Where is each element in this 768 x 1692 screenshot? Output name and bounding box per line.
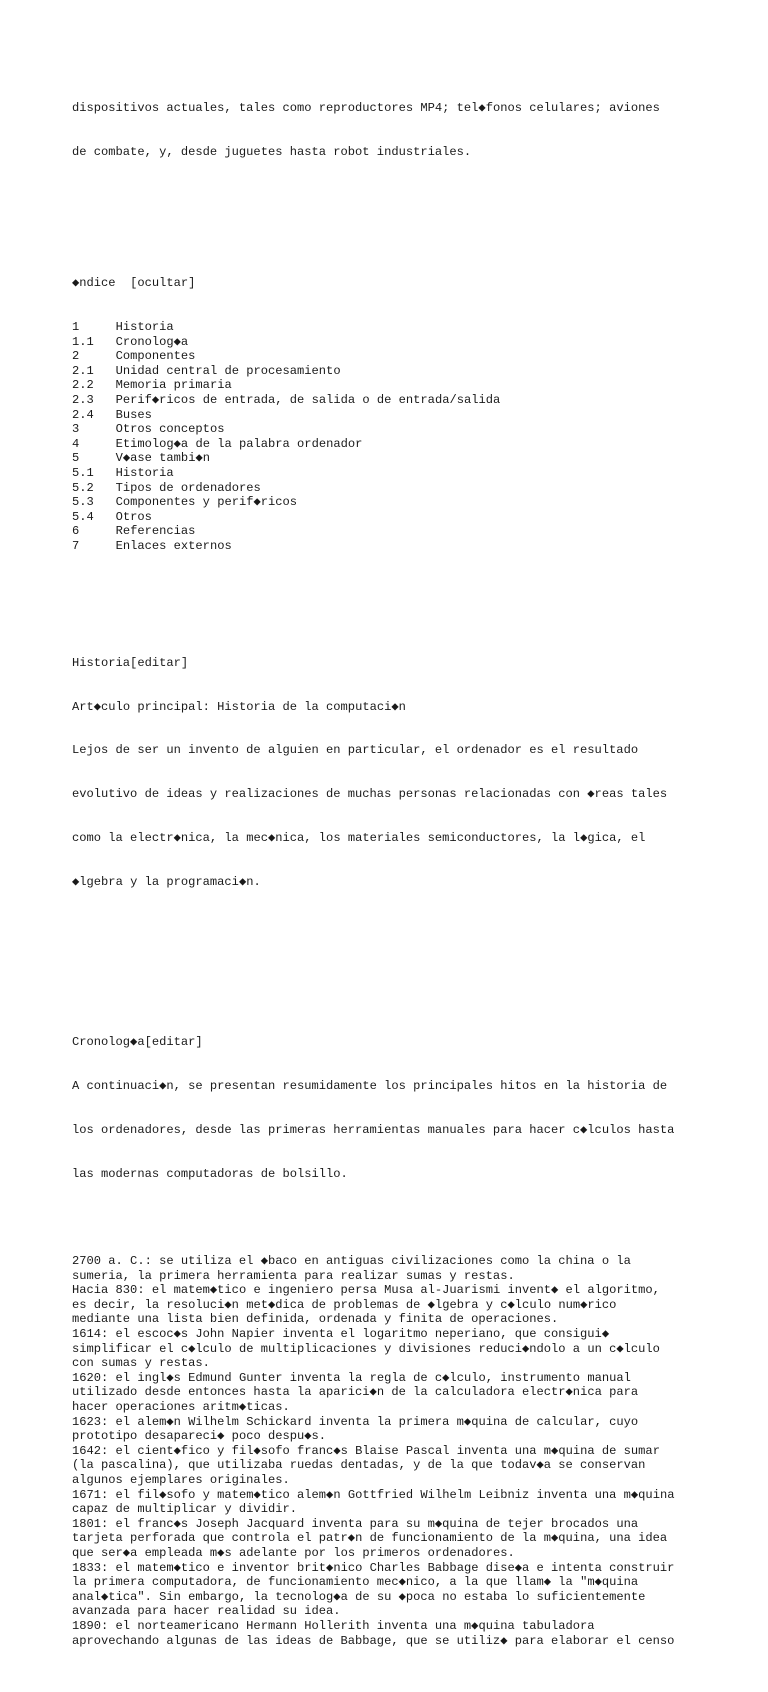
chronology-line: avanzada para hacer realidad su idea.: [72, 1604, 341, 1619]
toc-item[interactable]: [72, 510, 732, 525]
chronology-line: utilizado desde entonces hasta la aparici◆n de la calculadora electr◆nica para: [72, 1385, 639, 1400]
chronology-line: 1623: el alem◆n Wilhelm Schickard inventa la primera m◆quina de calcular, cuyo: [72, 1414, 639, 1429]
toc-item-number: 5.2: [72, 480, 94, 495]
paragraph-line: los ordenadores, desde las primeras herramientas manuales para hacer c◆lculos hasta: [72, 1122, 675, 1137]
toc-item[interactable]: [72, 437, 732, 452]
toc-item-number: 5.3: [72, 495, 94, 510]
toc-item-label[interactable]: Componentes: [115, 349, 196, 364]
toc-item-label[interactable]: Componentes y perif◆ricos: [115, 495, 298, 510]
toc-item[interactable]: [72, 481, 732, 496]
toc-item[interactable]: [72, 495, 732, 510]
toc-item[interactable]: [72, 422, 732, 437]
toc-item-label[interactable]: Otros conceptos: [115, 422, 225, 437]
toc-item-label[interactable]: Tipos de ordenadores: [115, 480, 261, 495]
chronology-line: algunos ejemplares originales.: [72, 1473, 290, 1487]
toc-item-label[interactable]: Enlaces externos: [115, 539, 232, 553]
toc-item-label[interactable]: Buses: [115, 407, 152, 422]
chronology-line: es decir, la resoluci◆n met◆dica de problemas de ◆lgebra y c◆lculo num◆rico: [72, 1297, 617, 1312]
blank-line: [72, 189, 732, 204]
chronology-line: simplificar el c◆lculo de multiplicaciones y divisiones reduci◆ndolo a un c◆lculo: [72, 1341, 660, 1356]
chronology-line: 1642: el cient◆fico y fil◆sofo franc◆s Blaise Pascal inventa una m◆quina de sumar: [72, 1443, 660, 1458]
toc-item-number: 2.4: [72, 407, 94, 422]
toc-item[interactable]: [72, 320, 732, 335]
toc-header: ◆ndice [ocultar]: [72, 276, 196, 291]
toc-item[interactable]: [72, 393, 732, 408]
chronology-line: capaz de multiplicar y dividir.: [72, 1502, 297, 1517]
toc-item-number: 5.4: [72, 509, 94, 524]
chronology-line: hacer operaciones aritm◆ticas.: [72, 1400, 290, 1415]
chronology-line: anal◆tica". Sin embargo, la tecnolog◆a de su ◆poca no estaba lo suficientemente: [72, 1589, 646, 1604]
blank-line: [72, 948, 732, 963]
chronology-line: (la pascalina), que utilizaba ruedas dentadas, y de la que todav◆a se conservan: [72, 1458, 646, 1473]
toc-item-label[interactable]: Unidad central de procesamiento: [115, 363, 341, 378]
toc-item-label[interactable]: Perif◆ricos de entrada, de salida o de entrada/salida: [115, 393, 501, 408]
toc-item-label[interactable]: Historia: [115, 320, 174, 335]
toc-item-label[interactable]: Referencias: [115, 524, 196, 539]
intro-line: de combate, y, desde juguetes hasta robot industriales.: [72, 144, 472, 159]
paragraph-line: A continuaci◆n, se presentan resumidamente los principales hitos en la historia de: [72, 1078, 668, 1093]
chronology-line: aprovechando algunas de las ideas de Babbage, que se utiliz◆ para elaborar el censo: [72, 1633, 675, 1648]
paragraph-line: ◆lgebra y la programaci◆n.: [72, 874, 261, 889]
cronologia-heading: Cronolog◆a[editar]: [72, 1035, 203, 1050]
toc-item-number: 2.1: [72, 363, 94, 378]
table-of-contents: [72, 247, 732, 583]
intro-line: dispositivos actuales, tales como reproductores MP4; tel◆fonos celulares; aviones: [72, 101, 660, 116]
toc-item[interactable]: [72, 335, 732, 350]
chronology-line: sumeria, la primera herramienta para realizar sumas y restas.: [72, 1268, 515, 1283]
chronology-line: 1890: el norteamericano Hermann Hollerith inventa una m◆quina tabuladora: [72, 1618, 595, 1633]
toc-item-number: 2.2: [72, 378, 94, 393]
toc-item-label[interactable]: Etimolog◆a de la palabra ordenador: [115, 436, 363, 451]
chronology-line: con sumas y restas.: [72, 1356, 210, 1371]
chronology-line: que ser◆a empleada m◆s adelante por los primeros ordenadores.: [72, 1545, 515, 1560]
toc-item[interactable]: [72, 378, 732, 393]
toc-item-number: 5.1: [72, 466, 94, 481]
chronology-list: [72, 1254, 732, 1648]
chronology-line: tarjeta perforada que controla el patr◆n de funcionamiento de la m◆quina, una idea: [72, 1531, 668, 1546]
chronology-line: 2700 a. C.: se utiliza el ◆baco en antiguas civilizaciones como la china o la: [72, 1254, 631, 1269]
toc-item-number: 2.3: [72, 393, 94, 408]
toc-item-number: 1.1: [72, 334, 94, 349]
chronology-line: Hacia 830: el matem◆tico e ingeniero persa Musa al-Juarismi invent◆ el algoritmo,: [72, 1283, 660, 1298]
historia-heading: Historia[editar]: [72, 655, 189, 670]
chronology-line: 1833: el matem◆tico e inventor brit◆nico Charles Babbage dise◆a e intenta construir: [72, 1560, 675, 1575]
toc-item-label[interactable]: Memoria primaria: [115, 378, 232, 393]
toc-item-number: 5: [72, 451, 80, 466]
toc-item[interactable]: [72, 524, 732, 539]
chronology-line: la primera computadora, de funcionamiento mec◆nico, a la que llam◆ la "m◆quina: [72, 1575, 639, 1590]
paragraph-line: como la electr◆nica, la mec◆nica, los materiales semiconductores, la l◆gica, el: [72, 830, 646, 845]
chronology-line: mediante una lista bien definida, ordenada y finita de operaciones.: [72, 1312, 559, 1327]
toc-item[interactable]: [72, 466, 732, 481]
toc-item-label[interactable]: Cronolog◆a: [115, 334, 189, 349]
historia-section: [72, 627, 732, 919]
toc-list: [72, 320, 732, 554]
toc-item-number: 2: [72, 349, 80, 364]
toc-item[interactable]: [72, 451, 732, 466]
chronology-line: 1620: el ingl◆s Edmund Gunter inventa la regla de c◆lculo, instrumento manual: [72, 1370, 631, 1385]
toc-item-label[interactable]: Historia: [115, 466, 174, 481]
chronology-line: 1614: el escoc◆s John Napier inventa el logaritmo neperiano, que consigui◆: [72, 1327, 610, 1342]
paragraph-line: las modernas computadoras de bolsillo.: [72, 1166, 348, 1181]
toc-item-number: 3: [72, 422, 80, 437]
main-article-note: Art◆culo principal: Historia de la computaci◆n: [72, 699, 406, 714]
toc-item-number: 7: [72, 539, 80, 553]
chronology-line: 1801: el franc◆s Joseph Jacquard inventa para su m◆quina de tejer brocados una: [72, 1516, 639, 1531]
toc-item-number: 4: [72, 436, 80, 451]
toc-item[interactable]: [72, 539, 732, 554]
toc-item-number: 1: [72, 320, 80, 335]
toc-item[interactable]: [72, 408, 732, 423]
paragraph-line: evolutivo de ideas y realizaciones de muchas personas relacionadas con ◆reas tales: [72, 787, 668, 802]
chronology-line: prototipo desapareci◆ poco despu◆s.: [72, 1429, 327, 1444]
toc-item-label[interactable]: V◆ase tambi◆n: [115, 451, 210, 466]
toc-item[interactable]: [72, 349, 732, 364]
toc-item-number: 6: [72, 524, 80, 539]
paragraph-line: Lejos de ser un invento de alguien en particular, el ordenador es el resultado: [72, 743, 639, 758]
document-page: [72, 72, 732, 1692]
chronology-line: 1671: el fil◆sofo y matem◆tico alem◆n Gottfried Wilhelm Leibniz inventa una m◆quina: [72, 1487, 675, 1502]
cronologia-section: [72, 1006, 732, 1677]
blank-line: [72, 1210, 732, 1225]
toc-item[interactable]: [72, 364, 732, 379]
toc-item-label[interactable]: Otros: [115, 509, 152, 524]
